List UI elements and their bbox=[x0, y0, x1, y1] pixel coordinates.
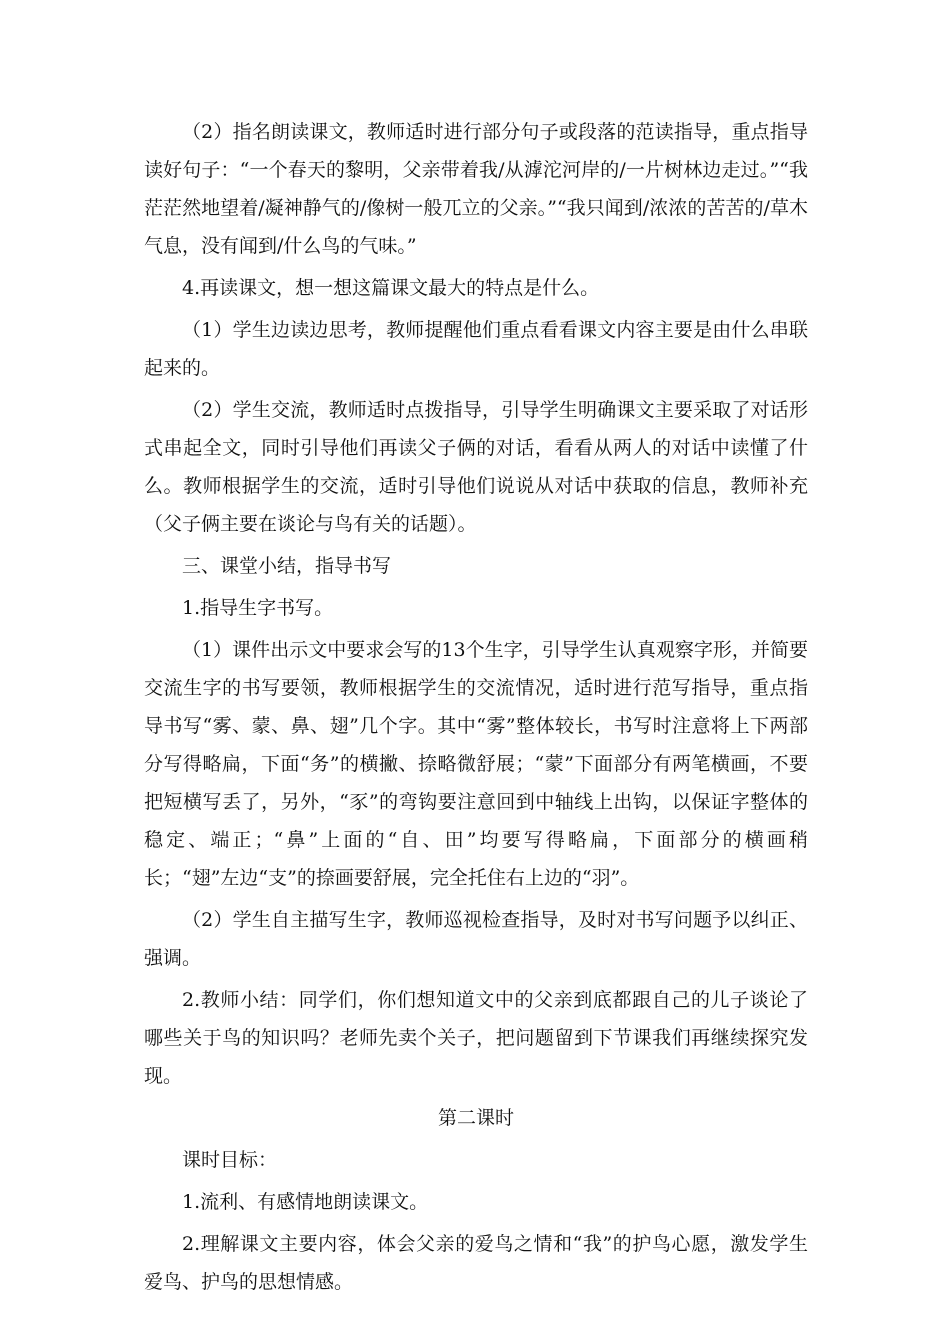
paragraph-reading-guidance: （2）指名朗读课文，教师适时进行部分句子或段落的范读指导，重点指导读好句子：“一个春天的黎明，父亲带着我/从滹沱河岸的/一片树林边走过。”“我茫茫然地望着/凝神静气的/像树一般兀立的父亲。”“我只闻到/浓浓的苦苦的/草木气息，没有闻到/什么鸟的气味。” bbox=[144, 121, 808, 257]
paragraph-writing-guidance: 1.指导生字书写。 bbox=[182, 597, 334, 619]
section-heading-summary: 三、课堂小结，指导书写 bbox=[182, 555, 392, 577]
paragraph-reread-feature: 4.再读课文，想一想这篇课文最大的特点是什么。 bbox=[182, 277, 600, 299]
paragraph-self-practice: （2）学生自主描写生字，教师巡视检查指导，及时对书写问题予以纠正、强调。 bbox=[144, 909, 808, 969]
paragraph-student-thinking: （1）学生边读边思考，教师提醒他们重点看看课文内容主要是由什么串联起来的。 bbox=[144, 319, 808, 379]
lesson-heading: 第二课时 bbox=[437, 1107, 514, 1129]
paragraph-teacher-summary: 2.教师小结：同学们，你们想知道文中的父亲到底都跟自己的儿子谈论了哪些关于鸟的知识吗？老师先卖个关子，把问题留到下节课我们再继续探究发现。 bbox=[144, 989, 808, 1087]
lesson-objectives-label: 课时目标： bbox=[182, 1149, 278, 1171]
objective-item-1: 1.流利、有感情地朗读课文。 bbox=[182, 1191, 429, 1213]
paragraph-student-exchange: （2）学生交流，教师适时点拨指导，引导学生明确课文主要采取了对话形式串起全文，同时引导他们再读父子俩的对话，看看从两人的对话中读懂了什么。教师根据学生的交流，适时引导他们说说从对话中获取的信息，教师补充（父子俩主要在谈论与鸟有关的话题）。 bbox=[144, 399, 808, 535]
paragraph-character-writing: （1）课件出示文中要求会写的13个生字，引导学生认真观察字形，并简要交流生字的书写要领，教师根据学生的交流情况，适时进行范写指导，重点指导书写“雾、蒙、鼻、翅”几个字。其中“雾”整体较长，书写时注意将上下两部分写得略扁，下面“务”的横撇、捺略微舒展；“蒙”下面部分有两笔横画，不要把短横写丢了，另外，“豕”的弯钩要注意回到中轴线上出钩，以保证字整体的稳定、端正；“鼻”上面的“自、田”均要写得略扁，下面部分的横画稍长；“翅”左边“支”的捺画要舒展，完全托住右上边的“羽”。 bbox=[144, 639, 808, 889]
objective-item-2: 2.理解课文主要内容，体会父亲的爱鸟之情和“我”的护鸟心愿，激发学生爱鸟、护鸟的思想情感。 bbox=[144, 1233, 808, 1293]
document-page bbox=[144, 113, 808, 1305]
